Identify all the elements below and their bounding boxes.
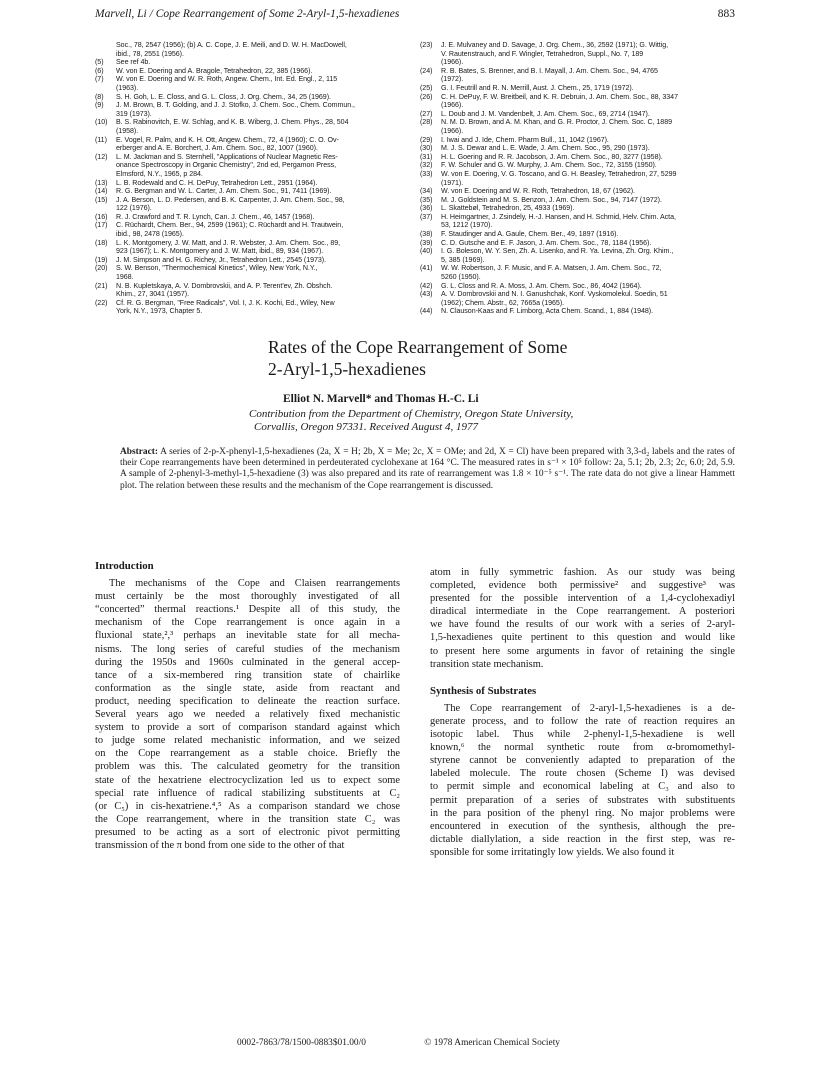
reference-number: (36) [420,204,433,213]
text-line: state of the hexatriene electrocyclization led us to expect some [95,774,400,786]
reference-line: 53, 1212 (1970). [441,221,493,230]
reference-entry [420,307,738,316]
reference-line: M. J. Goldstein and M. S. Benzon, J. Am. Chem. Soc., 94, 7147 (1972). [441,195,662,204]
reference-line: B. S. Rabinovitch, E. W. Schlag, and K. B. Wiberg, J. Chem. Phys., 28, 504 [116,118,349,127]
copyright-notice: © 1978 American Chemical Society [424,1038,560,1048]
reference-entry [420,144,738,153]
text-line: isotopic label. Thus while 2-phenyl-1,5-hexadiene is well [430,729,735,741]
reference-line: 319 (1973). [116,109,152,118]
text-line: completed, evidence both permissive² and suggestive³ was [430,580,735,592]
reference-line: (1958). [116,126,139,135]
reference-number: (33) [420,169,433,178]
text-line: mechanism of the Cope rearrangement is once again in a [95,617,400,629]
synthesis-heading: Synthesis of Substrates [430,684,537,697]
reference-number: (18) [95,238,108,247]
introduction-heading: Introduction [95,560,154,572]
abstract-line: The measured rates in s⁻¹ × 10⁵ follow: 2a, 5.1; 2b, 2.3; 2c, 6.0; 2d, 5.9. A sample of 2-phenyl-3-methyl-1,5-hexadiene (3) was [120,458,735,480]
reference-entry [95,282,410,299]
introduction-continued-text [430,566,735,671]
article-title [268,336,728,380]
article-title-line: 2-Aryl-1,5-hexadienes [268,359,426,379]
reference-entry [95,153,410,179]
affiliation [249,408,719,434]
abstract-line: between these results and the mechanism of the Cope rearrangement is discussed. [187,480,494,491]
text-line: to judge some related mechanistic information, and we seized [95,735,400,747]
page-number: 883 [717,8,735,20]
reference-number: (5) [95,58,104,67]
reference-line: G. I. Feutrill and R. N. Merrill, Aust. J. Chem., 25, 1719 (1972). [441,83,634,92]
reference-number: (40) [420,247,433,256]
reference-line: J. E. Mulvaney and D. Savage, J. Org. Chem., 36, 2592 (1971); G. Wittig, [441,41,669,49]
text-line: problem was this. The calculated geometry for the transition [95,761,400,773]
affiliation-line: Corvallis, Oregon 97331. Received August 4, 1977 [254,421,478,433]
affiliation-line: Contribution from the Department of Chemistry, Oregon State University, [249,408,574,420]
footer [237,1038,560,1048]
reference-entry [420,84,738,93]
reference-line: Khim., 27, 3041 (1957). [116,290,189,299]
reference-entry [95,67,410,76]
reference-entry [420,153,738,162]
reference-line: N. M. D. Brown, and A. M. Khan, and G. R. Proctor, J. Chem. Soc. C, 1889 [441,118,672,127]
text-line: nisms. The long series of careful studies of the mechanism [95,643,400,655]
reference-number: (8) [95,92,104,101]
reference-entry [95,41,410,58]
reference-number: (6) [95,66,104,75]
reference-line: F. W. Schuler and G. W. Murphy, J. Am. Chem. Soc., 72, 3155 (1950). [441,161,657,170]
reference-entry [420,230,738,239]
reference-line: 122 (1976). [116,204,152,213]
reference-entry [95,213,410,222]
reference-number: (39) [420,238,433,247]
text-line: transmission of the π bond from one side to the other of that [95,839,345,851]
reference-number: (21) [95,281,108,290]
reference-number: (26) [420,92,433,101]
reference-line: J. M. Simpson and H. G. Richey, Jr., Tetrahedron Lett., 2545 (1973). [116,255,327,264]
reference-line: F. Staudinger and A. Gaule, Chem. Ber., 49, 1897 (1916). [441,230,619,239]
reference-entry [420,67,738,84]
reference-line: (1971). [441,178,464,187]
references-left-column [95,41,410,316]
abstract-label: Abstract: [120,447,159,457]
running-header [95,8,735,24]
reference-line: 5, 385 (1969). [441,255,485,264]
reference-number: (27) [420,109,433,118]
reference-entry [420,264,738,281]
text-line: sponsible for some irritatingly low yields. We also found it [430,846,675,858]
reference-line: W. von E. Doering and W. R. Roth, Tetrahedron, 18, 67 (1962). [441,187,635,196]
text-line: generate process, and to follow the rate of reaction requires an [430,715,735,727]
reference-entry [420,196,738,205]
reference-line: L. Doub and J. M. Vandenbelt, J. Am. Chem. Soc., 69, 2714 (1947). [441,109,650,118]
running-title: Marvell, Li / Cope Rearrangement of Some 2-Aryl-1,5-hexadienes [95,8,400,20]
reference-entry [420,247,738,264]
reference-number: (11) [95,135,107,144]
reference-entry [420,170,738,187]
reference-entry [95,93,410,102]
reference-number: (20) [95,264,108,273]
reference-line: (1966). [441,58,464,67]
authors: Elliot N. Marvell* and Thomas H.-C. Li [283,393,479,405]
reference-entry [95,179,410,188]
reference-number: (42) [420,281,433,290]
reference-line: York, N.Y., 1973, Chapter 5. [116,307,203,316]
reference-line: ibid., 98, 2478 (1965). [116,230,184,239]
reference-number: (12) [95,152,108,161]
reference-line: S. H. Goh, L. E. Closs, and G. L. Closs, J. Org. Chem., 34, 25 (1969). [116,92,331,101]
synthesis-text [430,702,735,859]
text-line: permit preparation of a series of substrates with substituents [430,794,735,806]
reference-line: A. V. Dombrovskii and N. I. Ganushchak, Konf. Vyskomolekul. Soedin, 51 [441,290,668,299]
text-line: presumed to be acting as a sort of electronic pivot permitting [95,826,400,838]
reference-entry [420,282,738,291]
reference-entry [420,204,738,213]
reference-number: (14) [95,187,108,196]
reference-line: E. Vogel, R. Palm, and K. H. Ott, Angew. Chem., 72, 4 (1960); C. O. Ov- [116,135,339,144]
reference-line: N. B. Kupletskaya, A. V. Dombrovskii, and A. P. Terent'ev, Zh. Obshch. [116,281,333,290]
reference-line: W. von E. Doering and A. Bragole, Tetrahedron, 22, 385 (1966). [116,66,313,75]
reference-number: (43) [420,290,433,299]
reference-line: (1962); Chem. Abstr., 62, 7665a (1965). [441,298,565,307]
reference-number: (31) [420,152,433,161]
abstract [120,447,735,492]
text-line: system to provide a sort of comparison standard against which [95,722,400,734]
text-line: the Cope rearrangement, where in the transition state C₂ was [95,813,400,825]
references-right-column [420,41,738,316]
reference-entry [95,196,410,213]
introduction-section [95,560,400,852]
reference-entry [420,136,738,145]
reference-line: (1966). [441,101,464,110]
text-line: (or C₅) in cis-hexatriene.⁴,⁵ As a comparison standard we chose [95,800,400,812]
reference-number: (37) [420,212,433,221]
text-line: Several years ago we needed a relatively fixed mechanistic [95,709,400,721]
text-line: conformation as the single state, aside from reactant and [95,682,400,694]
reference-entry [95,299,410,316]
reference-line: M. J. S. Dewar and L. E. Wade, J. Am. Chem. Soc., 95, 290 (1973). [441,144,650,153]
reference-entry [420,93,738,110]
reference-line: Cf. R. G. Bergman, "Free Radicals", Vol. I, J. K. Kochi, Ed., Wiley, New [116,298,335,307]
reference-line: I. Iwai and J. Ide, Chem. Pharm Bull., 11, 1042 (1967). [441,135,609,144]
reference-line: W. von E. Doering and W. R. Roth, Angew. Chem., Int. Ed. Engl., 2, 115 [116,75,338,84]
reference-line: H. Heimgartner, J. Zsindely, H.-J. Hansen, and H. Schmid, Helv. Chim. Acta, [441,212,676,221]
reference-entry [420,41,738,67]
reference-number: (28) [420,118,433,127]
reference-line: ibid., 78, 2551 (1956). [116,49,184,58]
text-line: atom in fully symmetric fashion. As our study was being [430,567,735,578]
reference-line: W. von E. Doering, V. G. Toscano, and G. H. Beasley, Tetrahedron, 27, 5299 [441,169,677,178]
reference-line: J. M. Brown, B. T. Golding, and J. J. Stofko, J. Chem. Soc., Chem. Commun., [116,101,355,110]
text-line: transition state mechanism. [430,658,544,670]
introduction-text [95,577,400,852]
reference-number: (17) [95,221,108,230]
reference-number: (35) [420,195,433,204]
text-line: during the 1950s and 1960s culminated in the general accep- [95,656,400,668]
reference-line: C. D. Gutsche and E. F. Jason, J. Am. Chem. Soc., 78, 1184 (1956). [441,238,652,247]
reference-line: (1963). [116,83,139,92]
abstract-line: A series of 2-p-X-phenyl-1,5-hexadienes (2a, X = H; 2b, X = Me; 2c, X = OMe; and 2d, X = Cl) have been prepared [160,447,605,457]
reference-line: V. Rautenstrauch, and F. Wingler, Tetrahedron, Suppl., No. 7, 189 [441,49,644,58]
reference-line: L. M. Jackman and S. Sternhell, "Applications of Nuclear Magnetic Res- [116,152,338,161]
reference-entry [420,187,738,196]
reference-number: (32) [420,161,433,170]
reference-line: I. G. Boleson, W. Y. Sen, Zh. A. Lisenko, and R. Ya. Levina, Zh. Org. Khim., [441,247,674,256]
reference-number: (23) [420,41,433,49]
text-line: diradical intermediate in the Cope rearrangement. A posteriori [430,606,735,618]
reference-entry [420,213,738,230]
text-line: tance of a six-membered ring transition state of chairlike [95,669,400,681]
reference-line: onance Spectroscopy in Organic Chemistry", 2nd ed, Pergamon Press, [116,161,337,170]
right-text-column [430,566,735,859]
text-line: presented for the possible intervention of a 1,4-cyclohexadiyl [430,593,735,605]
reference-entry [95,136,410,153]
reference-number: (15) [95,195,108,204]
reference-entry [95,256,410,265]
reference-line: J. A. Berson, L. D. Pedersen, and B. K. Carpenter, J. Am. Chem. Soc., 98, [116,195,345,204]
issn-code: 0002-7863/78/1500-0883$01.00/0 [237,1038,366,1048]
reference-line: (1966). [441,126,464,135]
text-line: to present here some arguments in favor of retaining the single [430,645,735,657]
reference-number: (34) [420,187,433,196]
reference-entry [420,161,738,170]
reference-number: (19) [95,255,108,264]
text-line: known,⁶ the normal synthetic route from α-bromomethyl- [430,742,735,754]
reference-line: H. L. Goering and R. R. Jacobson, J. Am. Chem. Soc., 80, 3277 (1958). [441,152,663,161]
reference-number: (38) [420,230,433,239]
abstract-line: with 3,3-d₂ labels and the rates of their Cope rearrangements have been determined in perdeuterated cyclohexane at 164 °C. [120,447,736,469]
text-line: 1,5-hexadienes quite pertinent to this question and would like [430,632,735,644]
abstract-body [120,447,735,491]
text-line: to permit simple and economical labeling at C₃ and also to [430,781,735,793]
reference-entry [95,187,410,196]
reference-entry [95,58,410,67]
reference-number: (24) [420,66,433,75]
reference-line: R. G. Bergman and W. L. Carter, J. Am. Chem. Soc., 91, 7411 (1969). [116,187,332,196]
reference-line: 923 (1967); L. K. Montgomery and J. W. Matt, ibid., 89, 934 (1967). [116,247,324,256]
text-line: “concerted” thermal reactions.¹ Despite all of this study, the [95,604,400,616]
reference-line: L. K. Montgomery, J. W. Matt, and J. R. Webster, J. Am. Chem. Soc., 89, [116,238,341,247]
text-line: in the para position of the phenyl ring. No major problems were [430,807,735,819]
reference-line: Soc., 78, 2547 (1956); (b) A. C. Cope, J. E. Meili, and D. W. H. MacDowell, [116,41,347,49]
reference-line: 1968. [116,273,134,282]
reference-number: (13) [95,178,108,187]
reference-number: (16) [95,212,108,221]
text-line: fluxional state,²,³ perhaps an inevitable state for all mecha- [95,630,400,642]
reference-line: erberger and A. E. Borchert, J. Am. Chem. Soc., 82, 1007 (1960). [116,144,318,153]
reference-number: (25) [420,83,433,92]
text-line: product, needing specification to delineate the reaction surface. [95,695,400,707]
reference-entry [95,75,410,92]
reference-line: Elmsford, N.Y., 1965, p 284. [116,169,203,178]
reference-entry [420,239,738,248]
reference-number: (29) [420,135,433,144]
abstract-line: also prepared and its rate of rearrangement was 1.8 × 10⁻⁵ s⁻¹. The rate data do not give a linear Hammett plot. The relation [120,469,735,491]
reference-entry [95,101,410,118]
reference-entry [420,118,738,135]
reference-entry [420,110,738,119]
reference-entry [95,221,410,238]
reference-number: (10) [95,118,108,127]
reference-line: C. H. DePuy, F. W. Breitbeil, and K. R. Debruin, J. Am. Chem. Soc., 88, 3347 [441,92,678,101]
text-line: labeled molecule. The route chosen (Scheme I) was devised [430,768,735,780]
reference-line: N. Clauson-Kaas and F. Limborg, Acta Chem. Scand., 1, 884 (1948). [441,307,654,316]
text-line: we have found the results of our work with a series of 2-aryl- [430,619,735,631]
reference-number: (30) [420,144,433,153]
text-line: styrene cannot be conveniently adapted to preparation of the [430,755,735,767]
reference-number: (22) [95,298,108,307]
reference-entry [95,239,410,256]
text-line: The Cope rearrangement of 2-aryl-1,5-hexadienes is a de- [444,702,735,714]
reference-number: (44) [420,307,433,316]
text-line: The mechanisms of the Cope and Claisen rearrangements [109,578,400,590]
reference-number: (41) [420,264,433,273]
reference-number: (9) [95,101,104,110]
reference-line: L. Skattebøl, Tetrahedron, 25, 4933 (1969). [441,204,575,213]
reference-line: C. Rüchardt, Chem. Ber., 94, 2599 (1961); C. Rüchardt and H. Trautwein, [116,221,344,230]
reference-number: (7) [95,75,104,84]
reference-line: G. L. Closs and R. A. Moss, J. Am. Chem. Soc., 86, 4042 (1964). [441,281,642,290]
article-title-line: Rates of the Cope Rearrangement of Some [268,337,568,357]
reference-line: 5260 (1950). [441,273,481,282]
reference-line: W. W. Robertson, J. F. Music, and F. A. Matsen, J. Am. Chem. Soc., 72, [441,264,662,273]
reference-line: R. B. Bates, S. Brenner, and B. I. Mayall, J. Am. Chem. Soc., 94, 4765 [441,66,658,75]
reference-line: R. J. Crawford and T. R. Lynch, Can. J. Chem., 46, 1457 (1968). [116,212,315,221]
reference-entry [95,118,410,135]
reference-entry [95,264,410,281]
reference-line: (1972). [441,75,464,84]
reference-entry [420,290,738,307]
reference-line: S. W. Benson, "Thermochemical Kinetics", Wiley, New York, N.Y., [116,264,318,273]
text-line: encountered in execution of the synthesis, although the pre- [430,820,735,832]
text-line: special rate influence of radical stabilizing substituents at C₂ [95,787,400,799]
text-line: must certainly be the most thoroughly investigated of all [95,591,400,603]
text-line: dictable diallylation, a side reaction in the first step, was re- [430,833,735,845]
text-line: on the Cope rearrangement as a stable choice. Briefly the [95,748,400,760]
reference-line: L. B. Rodewald and C. H. DePuy, Tetrahedron Lett., 2951 (1964). [116,178,318,187]
reference-line: See ref 4b. [116,58,151,67]
